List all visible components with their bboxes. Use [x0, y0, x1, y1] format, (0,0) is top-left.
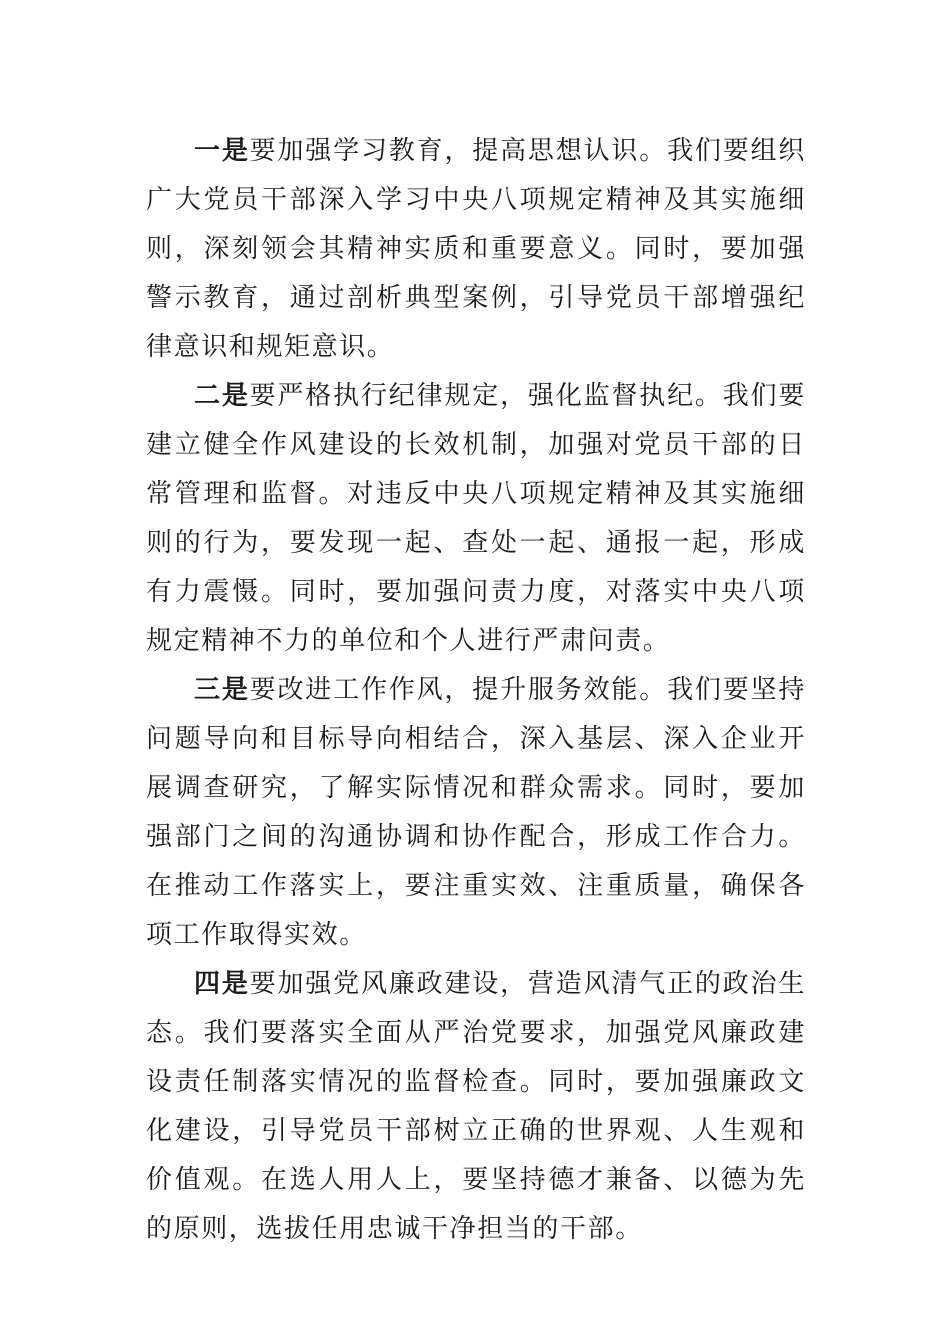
paragraph-text: 要改进工作作风，提升服务效能。我们要坚持问题导向和目标导向相结合，深入基层、深入企业开展调查研究，了解实际情况和群众需求。同时，要加强部门之间的沟通协调和协作配合，形成工作合力。在推动工作落实上，要注重实效、注重质量，确保各项工作取得实效。 [146, 675, 806, 950]
paragraph-lead: 一是 [194, 136, 250, 166]
paragraph-3 [146, 666, 806, 960]
paragraph-2 [146, 372, 806, 666]
paragraph-1 [146, 127, 806, 372]
paragraph-lead: 二是 [194, 381, 250, 411]
paragraph-text: 要加强党风廉政建设，营造风清气正的政治生态。我们要落实全面从严治党要求，加强党风廉政建设责任制落实情况的监督检查。同时，要加强廉政文化建设，引导党员干部树立正确的世界观、人生观和价值观。在选人用人上，要坚持德才兼备、以德为先的原则，选拔任用忠诚干净担当的干部。 [146, 969, 806, 1244]
paragraph-text: 要严格执行纪律规定，强化监督执纪。我们要建立健全作风建设的长效机制，加强对党员干部的日常管理和监督。对违反中央八项规定精神及其实施细则的行为，要发现一起、查处一起、通报一起，形成有力震慑。同时，要加强问责力度，对落实中央八项规定精神不力的单位和个人进行严肃问责。 [146, 381, 806, 656]
paragraph-4 [146, 960, 806, 1254]
paragraph-lead: 三是 [194, 675, 250, 705]
paragraph-lead: 四是 [194, 969, 250, 999]
document-body [146, 127, 806, 1254]
paragraph-text: 要加强学习教育，提高思想认识。我们要组织广大党员干部深入学习中央八项规定精神及其实施细则，深刻领会其精神实质和重要意义。同时，要加强警示教育，通过剖析典型案例，引导党员干部增强纪律意识和规矩意识。 [146, 136, 806, 362]
